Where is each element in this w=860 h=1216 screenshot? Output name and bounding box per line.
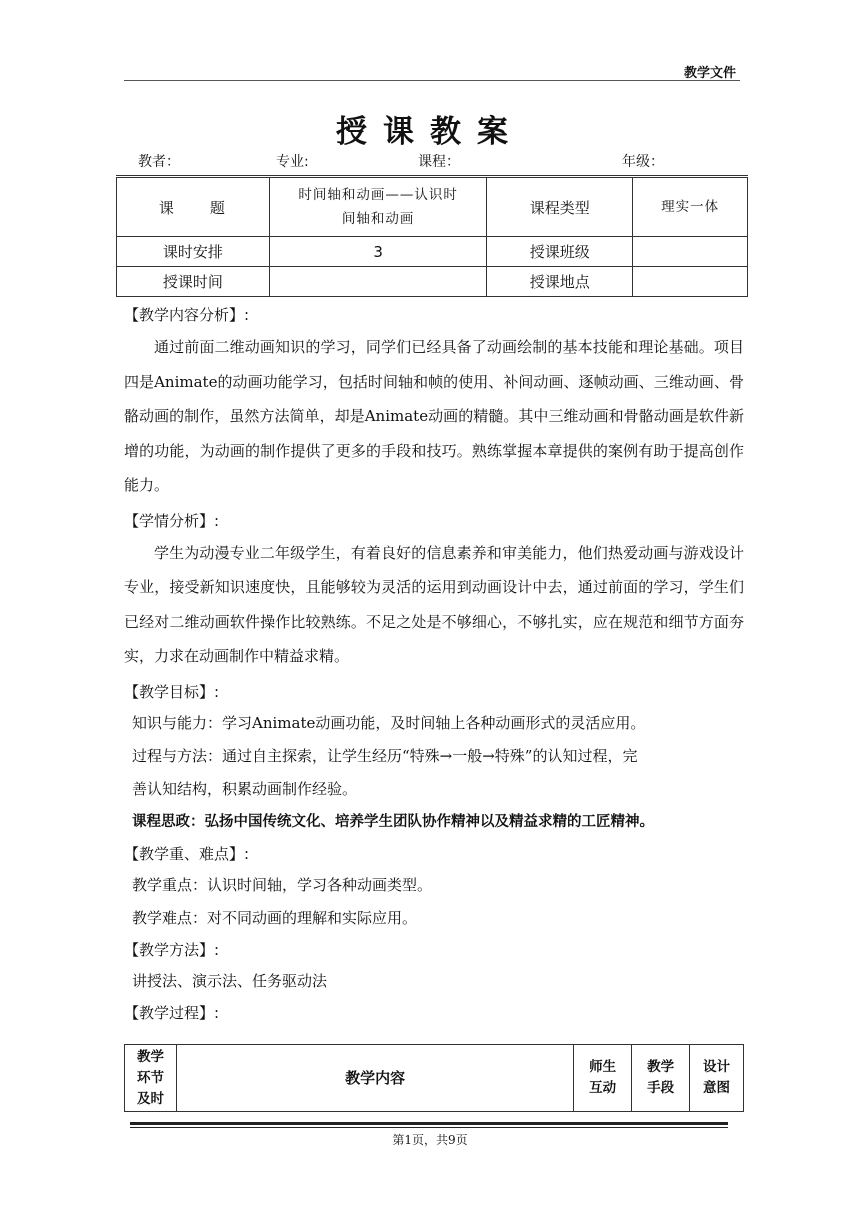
keypoint-text: 教学重点：认识时间轴，学习各种动画类型。 bbox=[132, 875, 433, 894]
topic-value-line1: 时间轴和动画——认识时 bbox=[298, 187, 458, 203]
col-means-line1: 教学 bbox=[647, 1059, 675, 1075]
meta-major: 专业: bbox=[276, 154, 309, 170]
objective-process-line1: 过程与方法：通过自主探索，让学生经历“特殊→一般→特殊”的认知过程，完 bbox=[132, 746, 638, 765]
col-intent-line1: 设计 bbox=[703, 1059, 731, 1075]
learner-analysis-text: 学生为动漫专业二年级学生，有着良好的信息素养和审美能力，他们热爱动画与游戏设计专业，接受新知识速度快，且能够较为灵活的运用到动画设计中去，通过前面的学习，学生们已经对二维动画软件操作比较熟练。不足之处是不够细心，不够扎实，应在规范和细节方面夯实，力求在动画制作中精益求精。 bbox=[124, 543, 744, 665]
class-value bbox=[633, 237, 748, 267]
topic-value-line2: 间轴和动画 bbox=[341, 211, 415, 227]
col-interaction-line2: 互动 bbox=[589, 1080, 617, 1096]
col-interaction-header bbox=[574, 1045, 632, 1112]
keypoints-heading: 【教学重、难点】: bbox=[124, 844, 250, 863]
meta-row bbox=[0, 151, 860, 171]
col-intent-line2: 意图 bbox=[703, 1080, 731, 1096]
meta-course: 课程： bbox=[418, 154, 460, 170]
header-divider bbox=[124, 80, 740, 81]
col-stage-line2: 环节 bbox=[136, 1069, 164, 1086]
col-means-header bbox=[632, 1045, 690, 1112]
topic-value bbox=[269, 177, 487, 237]
methods-heading: 【教学方法】: bbox=[124, 940, 220, 959]
objective-knowledge: 知识与能力：学习Animate动画功能，及时间轴上各种动画形式的灵活应用。 bbox=[132, 713, 646, 732]
time-value bbox=[269, 267, 487, 297]
meta-grade: 年级： bbox=[622, 154, 664, 170]
col-stage-header bbox=[125, 1045, 177, 1112]
place-value bbox=[633, 267, 748, 297]
col-stage-line3: 及时 bbox=[136, 1090, 164, 1107]
col-content-header: 教学内容 bbox=[176, 1045, 573, 1112]
lesson-content bbox=[124, 300, 744, 1028]
header-label: 教学文件 bbox=[683, 66, 736, 81]
class-label: 授课班级 bbox=[487, 237, 633, 267]
content-analysis-text: 通过前面二维动画知识的学习，同学们已经具备了动画绘制的基本技能和理论基础。项目四是Animate的动画功能学习，包括时间轴和帧的使用、补间动画、逐帧动画、三维动画、骨骼动画的制作，虽然方法简单，却是Animate动画的精髓。其中三维动画和骨骼动画是软件新增的功能，为动画的制作提供了更多的手段和技巧。熟练掌握本章提供的案例有助于提高创作能力。 bbox=[124, 338, 744, 494]
methods-text: 讲授法、演示法、任务驱动法 bbox=[132, 971, 328, 990]
objective-ideology: 课程思政：弘扬中国传统文化、培养学生团队协作精神以及精益求精的工匠精神。 bbox=[132, 813, 654, 830]
topic-label: 课 题 bbox=[117, 177, 270, 237]
place-label: 授课地点 bbox=[487, 267, 633, 297]
time-label: 授课时间 bbox=[117, 267, 270, 297]
footer-divider-thick bbox=[130, 1122, 728, 1125]
hours-label: 课时安排 bbox=[117, 237, 270, 267]
difficulty-text: 教学难点：对不同动画的理解和实际应用。 bbox=[132, 908, 418, 927]
hours-value: 3 bbox=[269, 237, 487, 267]
col-intent-header bbox=[690, 1045, 744, 1112]
learner-analysis-heading: 【学情分析】: bbox=[124, 511, 220, 530]
col-interaction-line1: 师生 bbox=[589, 1059, 617, 1075]
content-analysis-heading: 【教学内容分析】: bbox=[124, 306, 250, 324]
process-heading: 【教学过程】: bbox=[124, 1003, 220, 1022]
course-type-label: 课程类型 bbox=[487, 177, 633, 237]
col-stage-line1: 教学 bbox=[136, 1048, 164, 1065]
course-type-value: 理实一体 bbox=[633, 177, 748, 237]
col-means-line2: 手段 bbox=[647, 1080, 675, 1096]
footer-divider-thin bbox=[130, 1127, 728, 1128]
meta-teacher: 教者： bbox=[138, 154, 180, 170]
course-info-table bbox=[116, 175, 748, 297]
objective-process-line2: 善认知结构，积累动画制作经验。 bbox=[132, 779, 358, 798]
page-number: 第1页，共9页 bbox=[392, 1133, 468, 1147]
page-title: 授课教案 bbox=[336, 114, 524, 150]
objectives-heading: 【教学目标】: bbox=[124, 682, 220, 701]
teaching-process-table bbox=[124, 1044, 744, 1112]
